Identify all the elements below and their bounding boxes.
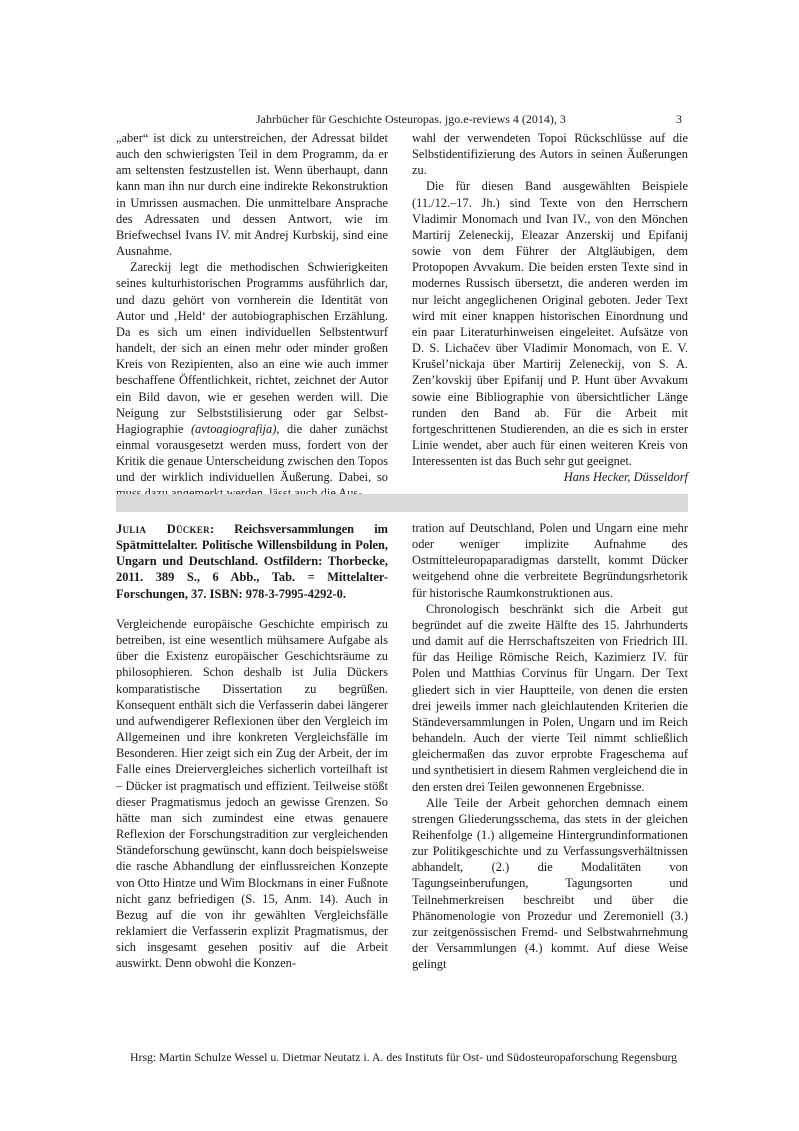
review2-paragraph: Alle Teile der Arbeit gehorchen demnach einem strengen Gliederungsschema, das stets in der gleichen Reihenfolge (1.) allgemeine Hintergrundinformationen zur Politikgeschichte und zu Verfassungsverhältnissen abhandelt, (2.) die Modalitäten von Tagungseinberufungen, Tagungsorten und Teilnehmerkreisen beschreibt und über die Phänomenologie von Prozedur und Zeremoniell (3.) zur zeitgenössischen Fremd- und Selbstwahrnehmung der Versammlungen (4.) kommt. Auf diese Weise gelingt <box>412 795 688 972</box>
text-run: Zareckij legt die methodischen Schwierigkeiten seines kulturhistorischen Programms ausführlich dar, und dazu gehört von vornherein die Identität von Autor und ‚Held‘ der autobiographischen Erzählung. Da es sich um einen individuellen Selbstentwurf handelt, der sich an einen mehr oder minder großen Kreis von Rezipienten, also an eine wie auch immer beschaffene Öffentlichkeit, richtet, zeichnet der Autor ein Bild davon, wie er gesehen werden will. Die Neigung zur Selbststilisierung oder gar Selbst-Hagiographie <box>116 260 388 436</box>
review-divider <box>116 494 688 512</box>
review1-paragraph: Die für diesen Band ausgewählten Beispiele (11./12.–17. Jh.) sind Texte von den Herrschern Vladimir Monomach und Ivan IV., von den Mönchen Martirij Zeleneckij, Eleazar Anzerskij und Epifanij sowie von dem Führer der Altgläubigen, dem Protopopen Avvakum. Die beiden ersten Texte sind in modernes Russisch übersetzt, die anderen werden im nur leicht angeglichenen Original geboten. Jeder Text wird mit einer knappen historischen Einordnung und ein paar Literaturhinweisen eingeleitet. Aufsätze von D. S. Lichačev über Vladimir Monomach, von E. V. Krušel’nickaja über Martirij Zeleneckij, von S. A. Zen’kovskij über Epifanij und P. Hunt über Avvakum sowie eine Bibliographie von übersichtlicher Länge runden den Band ab. Für die Arbeit mit fortgeschrittenen Studierenden, an die es sich in erster Linie wendet, aber auch für einen weiteren Kreis von Interessenten ist das Buch sehr gut geeignet. <box>412 179 688 469</box>
review2-title: : Reichsversammlungen im Spätmittelalter. Politische Willensbildung in Polen, Ungarn und Deutschland. Ostfildern: Thorbecke, 2011. 389 S., 6 Abb., Tab. = Mittelalter-Forschungen, 37. ISBN: 978-3-7995-4292-0. <box>116 522 388 601</box>
text-run: , die daher zunächst einmal vorausgesetzt werden muss, fordert von der Kritik die genaue Unterscheidung zwischen den Topos und der wirklich individuellen Äußerung. Dabei, so <box>116 421 388 485</box>
italic-term: (avtoagiografija) <box>190 421 277 436</box>
reviewer-signature: Hans Hecker, Düsseldorf <box>563 470 688 485</box>
review2-paragraph: Vergleichende europäische Geschichte empirisch zu betreiben, ist eine wesentlich mühsamere Aufgabe als über die Existenz europäischer Geschichtsräume zu philosophieren. Schon deshalb ist Julia Dückers komparatistische Dissertation zu begrüßen. Konsequent enthält sich die Verfasserin dabei längerer und aufwendigerer Reflexionen über den Vergleich im Allgemeinen und ihre konkreten Vergleichsfälle im Besonderen. Hier zeigt sich ein Zug der Arbeit, der im Falle eines Dreiervergleiches sicherlich vorteilhaft ist – Dücker ist pragmatisch und effizient. Teilweise stößt dieser Pragmatismus jedoch an gewisse Grenzen. So hätte man sich zumindest eine etwas genauere Reflexion der Forschungstradition zur vergleichenden Ständeforschung gewünscht, kann doch beispielsweise die rasche Abhandlung der einflussreichen Konzepte von Otto Hintze und Wim Blockmans in einer Fußnote nicht ganz befriedigen (S. 15, Anm. 14). Auch in Bezug auf die von ihr gewählten Vergleichsfälle reklamiert die Verfasserin explizit Pragmatismus, der sich insgesamt gesehen positiv auf die Arbeit auswirkt. Denn obwohl die Konzen- <box>116 617 388 971</box>
review2-paragraph: Chronologisch beschränkt sich die Arbeit gut begründet auf die zweite Hälfte des 15. Jahrhunderts und damit auf die Herrschaftszeiten von Friedrich III. für das Heilige Römische Reich, Kazimierz IV. für Polen und Matthias Corvinus für Ungarn. Der Text gliedert sich in vier Hauptteile, von denen die ersten drei jeweils immer nach gleichlautenden Kriterien die Ständeversammlungen in Polen, Ungarn und im Reich behandeln. Auch der vierte Teil nimmt schließlich gleichermaßen das zuvor erprobte Frageschema auf und synthetisiert in diesem Rahmen vergleichend die in den ersten drei Teilen gewonnenen Ergebnisse. <box>412 601 688 794</box>
review1-paragraph <box>116 259 388 501</box>
page-number: 3 <box>676 112 682 126</box>
review1-paragraph: wahl der verwendeten Topoi Rückschlüsse auf die Selbstidentifizierung des Autors in seinen Äußerungen zu. <box>412 131 688 178</box>
review1-paragraph: „aber“ ist dick zu unterstreichen, der Adressat bildet auch den schwierigsten Teil in dem Programm, da er am seltensten festzustellen ist. Wenn überhaupt, dann kann man ihn nur durch eine indirekte Rekonstruktion in Umrissen ausmachen. Die unmittelbare Ansprache des Adressaten und dessen Antwort, wie im Briefwechsel Ivans IV. mit Andrej Kurbskij, sind eine Ausnahme. <box>116 131 388 259</box>
review2-column-right <box>412 520 688 972</box>
page-footer: Hrsg: Martin Schulze Wessel u. Dietmar Neutatz i. A. des Instituts für Ost- und Südosteuropaforschung Regensburg <box>130 1050 678 1064</box>
review2-author: Julia Dücker <box>116 522 210 536</box>
review2-paragraph: tration auf Deutschland, Polen und Ungarn eine mehr oder weniger implizite Aufnahme des Ostmitteleuropaparadigmas darstellt, kommt Dücker weitgehend ohne die verbreitete Begründungsrhetorik für historische Raumkonstruktionen aus. <box>412 521 688 600</box>
review2-bibliographic-heading <box>116 521 388 602</box>
review1-column-left <box>116 130 388 502</box>
review2-column-left <box>116 616 388 971</box>
journal-header-title: Jahrbücher für Geschichte Osteuropas. jgo.e-reviews 4 (2014), 3 <box>256 112 566 126</box>
review1-column-right <box>412 130 688 485</box>
